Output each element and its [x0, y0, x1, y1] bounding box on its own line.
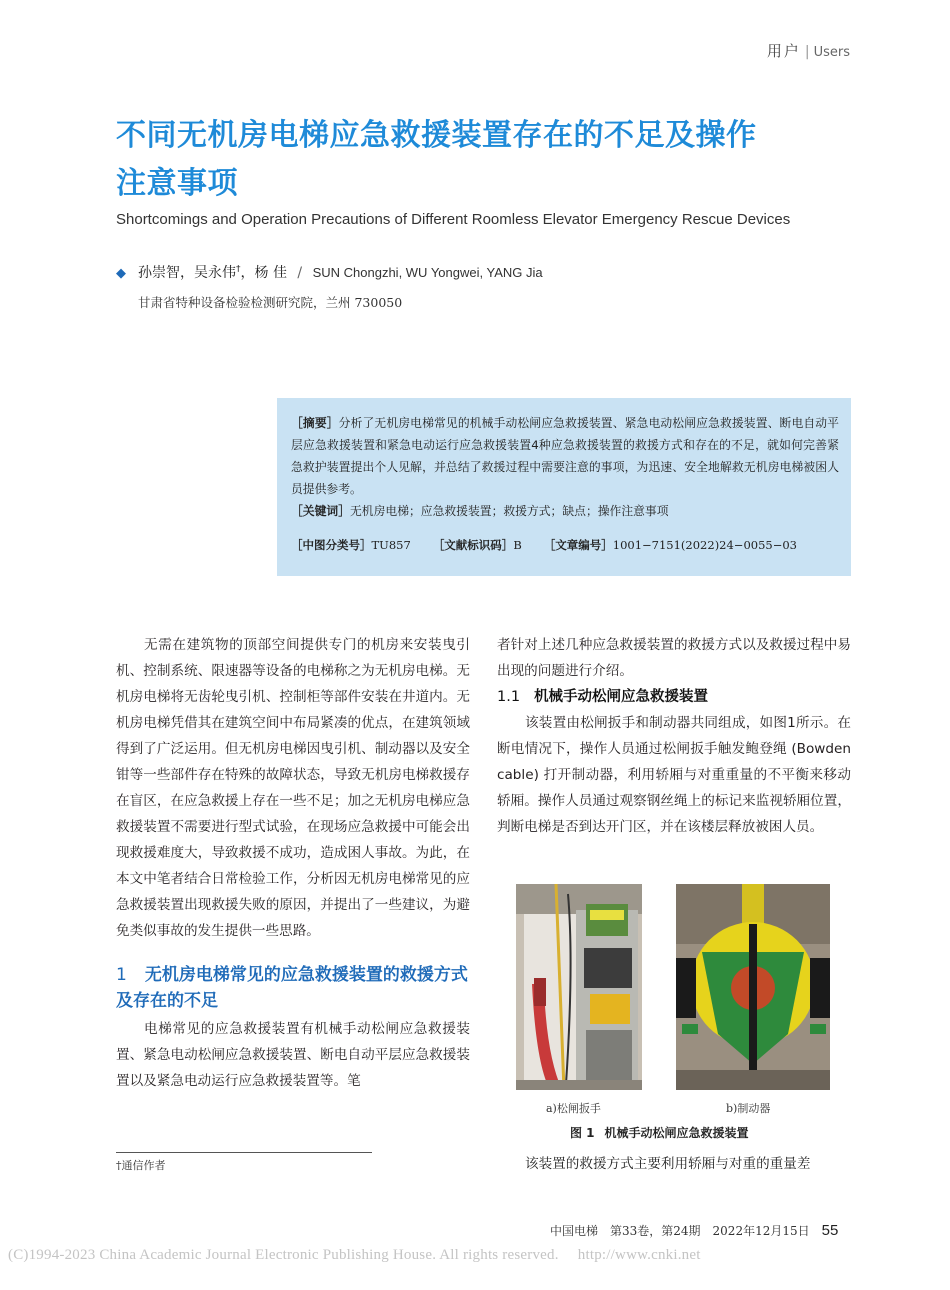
- article-value: 1001−7151(2022)24−0055−03: [612, 538, 797, 552]
- keywords-para: [291, 500, 839, 522]
- author-3: 杨 佳: [254, 265, 287, 281]
- figure-title: 机械手动松闸应急救援装置: [604, 1126, 749, 1140]
- diamond-icon: ◆: [116, 266, 126, 281]
- column-right: [497, 632, 851, 840]
- figure-a-caption: a)松闸扳手: [546, 1102, 601, 1115]
- keywords-text: 无机房电梯；应急救援装置；救援方式；缺点；操作注意事项: [350, 504, 669, 518]
- figure-a-photo: [516, 884, 642, 1090]
- section-1-1-title: 机械手动松闸应急救援装置: [534, 689, 709, 705]
- intro-paragraph: 无需在建筑物的顶部空间提供专门的机房来安装曳引机、控制系统、限速器等设备的电梯称之为无机房电梯。无机房电梯将无齿轮曳引机、控制柜等部件安装在井道内。无机房电梯凭借其在建筑空间中布局紧凑的优点，在建筑领域得到了广泛运用。但无机房电梯因曳引机、制动器以及安全钳等一些部件存在特殊的故障状态，导致无机房电梯救援存在盲区，在应急救援上存在一些不足；加之无机房电梯应急救援装置不需要进行型式试验，在现场应急救援中可能会出现救援难度大，导致救援不成功，造成困人事故。为此，在本文中笔者结合日常检验工作，分析因无机房电梯常见的应急救援装置出现救援失败的原因，并提出了一些建议，为避免类似事故的发生提供一些思路。: [116, 637, 470, 939]
- section-label-cn: 用户: [766, 42, 801, 60]
- doc-value: B: [513, 538, 522, 552]
- section-1-paragraph-cont: 者针对上述几种应急救援装置的救援方式以及救援过程中易出现的问题进行介绍。: [497, 637, 851, 679]
- journal-info: 中国电梯 第33卷，第24期 2022年12月15日: [550, 1224, 810, 1238]
- abstract-text: 分析了无机房电梯常见的机械手动松闸应急救援装置、紧急电动松闸应急救援装置、断电自动平层应急救援装置和紧急电动运行应急救援装置4种应急救援装置的救援方式和存在的不足，就如何完善紧急救护装置提出个人见解，并总结了救援过程中需要注意的事项，为迅速、安全地解救无机房电梯被困人员提供参考。: [291, 416, 839, 496]
- authors: ◆ 孙崇智，吴永伟†，杨 佳 / SUN Chongzhi, WU Yongwei, YANG Jia: [116, 264, 543, 281]
- figure-b-caption: b)制动器: [726, 1102, 771, 1115]
- article-label: ［文章编号］: [543, 538, 613, 552]
- section-1-paragraph: 电梯常见的应急救援装置有机械手动松闸应急救援装置、紧急电动松闸应急救援装置、断电自动平层应急救援装置以及紧急电动运行应急救援装置等。笔: [116, 1021, 470, 1089]
- title-cn: [116, 112, 856, 208]
- figure-caption: [570, 1124, 749, 1141]
- title-en: Shortcomings and Operation Precautions of Different Roomless Elevator Emergency Rescue Devices: [116, 211, 791, 228]
- copyright-watermark: (C)1994-2023 China Academic Journal Electronic Publishing House. All rights reserved. http://www.cnki.net: [8, 1247, 701, 1263]
- column-left: [116, 632, 470, 1094]
- meta-line: [291, 534, 839, 556]
- abstract-box: [277, 398, 851, 576]
- section-1-1-num: 1.1: [497, 689, 521, 705]
- author-1: 孙崇智: [138, 265, 180, 281]
- section-1-num: 1: [116, 965, 127, 985]
- figure-b-photo: [676, 884, 830, 1090]
- section-1-heading: [116, 962, 470, 1014]
- footnote: †通信作者: [116, 1159, 166, 1172]
- right-column-last-line: 该装置的救援方式主要利用轿厢与对重的重量差: [525, 1156, 811, 1172]
- section-1-1-heading: [497, 684, 851, 710]
- dagger-mark: †: [236, 264, 241, 275]
- section-1-title: 无机房电梯常见的应急救援装置的救援方式及存在的不足: [116, 965, 468, 1011]
- author-2: 吴永伟: [194, 265, 236, 281]
- section-separator: |: [804, 44, 810, 60]
- figure-number: 图 1: [570, 1126, 595, 1140]
- section-1-1-paragraph: 该装置由松闸扳手和制动器共同组成，如图1所示。在断电情况下，操作人员通过松闸扳手触发鲍登绳 (Bowden cable) 打开制动器，利用轿厢与对重重量的不平衡来移动轿厢。操作人员通过观察钢丝绳上的标记来监视轿厢位置，判断电梯是否到达开门区，并在该楼层释放被困人员。: [497, 715, 851, 835]
- page-number: 55: [821, 1222, 839, 1239]
- title-cn-line1: 不同无机房电梯应急救援装置存在的不足及操作: [116, 118, 757, 153]
- abstract-label: ［摘要］: [291, 416, 339, 430]
- doc-label: ［文献标识码］: [432, 538, 514, 552]
- section-label: [767, 40, 850, 61]
- author-slash: /: [297, 265, 303, 281]
- keywords-label: ［关键词］: [291, 504, 350, 518]
- affiliation: 甘肃省特种设备检验检测研究院，兰州 730050: [138, 295, 403, 310]
- journal-footer: [550, 1222, 838, 1239]
- abstract-para: [291, 412, 839, 500]
- section-label-en: Users: [813, 45, 850, 60]
- clc-label: ［中图分类号］: [291, 538, 372, 552]
- clc-value: TU857: [371, 538, 411, 552]
- footnote-rule: [116, 1152, 372, 1153]
- title-cn-line2: 注意事项: [116, 166, 238, 201]
- authors-en: SUN Chongzhi, WU Yongwei, YANG Jia: [312, 265, 543, 280]
